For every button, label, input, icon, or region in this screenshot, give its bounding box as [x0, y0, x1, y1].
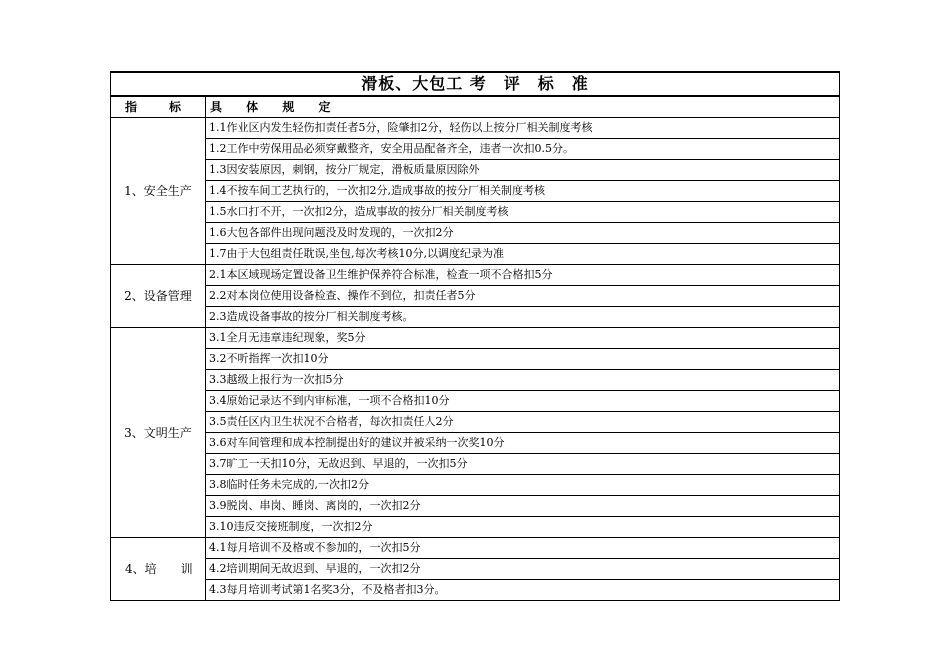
table-row	[111, 370, 840, 391]
rule-item: 3.6对车间管理和成本控制提出好的建议并被采纳一次奖10分	[206, 433, 840, 454]
table-row	[111, 454, 840, 475]
table-title: 滑板、大包工 考 评 标 准	[111, 72, 840, 96]
rule-item: 1.4不按车间工艺执行的，一次扣2分,造成事故的按分厂相关制度考核	[206, 181, 840, 202]
table-row	[111, 538, 840, 559]
table-row	[111, 328, 840, 349]
table-row	[111, 286, 840, 307]
rule-item: 2.3造成设备事故的按分厂相关制度考核。	[206, 307, 840, 328]
table-row	[111, 118, 840, 139]
table-row	[111, 307, 840, 328]
table-row	[111, 475, 840, 496]
table-row	[111, 181, 840, 202]
table-row	[111, 244, 840, 265]
rule-item: 1.1作业区内发生轻伤扣责任者5分，险肇扣2分，轻伤以上按分厂相关制度考核	[206, 118, 840, 139]
rule-item: 1.3因安装原因，刺钢，按分厂规定，滑板质量原因除外	[206, 160, 840, 181]
category-training-label: 4、培 训	[125, 562, 193, 576]
rule-item: 3.10违反交接班制度，一次扣2分	[206, 517, 840, 538]
table-row	[111, 349, 840, 370]
header-row	[111, 96, 840, 118]
table-row	[111, 580, 840, 601]
evaluation-standard-table	[110, 71, 840, 601]
table-row	[111, 202, 840, 223]
rule-item: 3.7旷工一天扣10分，无故迟到、早退的，一次扣5分	[206, 454, 840, 475]
table-row	[111, 265, 840, 286]
rule-item: 3.2不听指挥一次扣10分	[206, 349, 840, 370]
rule-item: 3.3越级上报行为一次扣5分	[206, 370, 840, 391]
rule-item: 4.2培训期间无故迟到、早退的，一次扣2分	[206, 559, 840, 580]
rule-item: 3.5责任区内卫生状况不合格者，每次扣责任人2分	[206, 412, 840, 433]
table-row	[111, 517, 840, 538]
table-row	[111, 412, 840, 433]
rule-item: 2.2对本岗位使用设备检查、操作不到位，扣责任者5分	[206, 286, 840, 307]
table-row	[111, 391, 840, 412]
table-row	[111, 559, 840, 580]
table-row	[111, 433, 840, 454]
rule-item: 3.4原始记录达不到内审标准，一项不合格扣10分	[206, 391, 840, 412]
table-row	[111, 496, 840, 517]
rule-item: 4.1每月培训不及格或不参加的，一次扣5分	[206, 538, 840, 559]
table-row	[111, 160, 840, 181]
rule-item: 1.6大包各部件出现问题没及时发现的，一次扣2分	[206, 223, 840, 244]
table-row	[111, 223, 840, 244]
category-civilized-production: 3、文明生产	[111, 328, 206, 538]
category-safety: 1、安全生产	[111, 118, 206, 265]
rule-item: 1.5水口打不开，一次扣2分，造成事故的按分厂相关制度考核	[206, 202, 840, 223]
header-spec: 具 体 规 定	[206, 96, 840, 118]
table-row	[111, 139, 840, 160]
rule-item: 1.7由于大包组责任耽误,坐包,每次考核10分,以调度纪录为准	[206, 244, 840, 265]
rule-item: 3.9脱岗、串岗、睡岗、离岗的，一次扣2分	[206, 496, 840, 517]
title-row	[111, 72, 840, 96]
header-indicator: 指 标	[111, 96, 206, 118]
category-equipment: 2、设备管理	[111, 265, 206, 328]
rule-item: 2.1本区域现场定置设备卫生维护保养符合标准，检查一项不合格扣5分	[206, 265, 840, 286]
category-training	[111, 538, 206, 601]
rule-item: 3.8临时任务未完成的,一次扣2分	[206, 475, 840, 496]
rule-item: 1.2工作中劳保用品必须穿戴整齐，安全用品配备齐全，违者一次扣0.5分。	[206, 139, 840, 160]
rule-item: 4.3每月培训考试第1名奖3分，不及格者扣3分。	[206, 580, 840, 601]
rule-item: 3.1全月无违章违纪现象，奖5分	[206, 328, 840, 349]
